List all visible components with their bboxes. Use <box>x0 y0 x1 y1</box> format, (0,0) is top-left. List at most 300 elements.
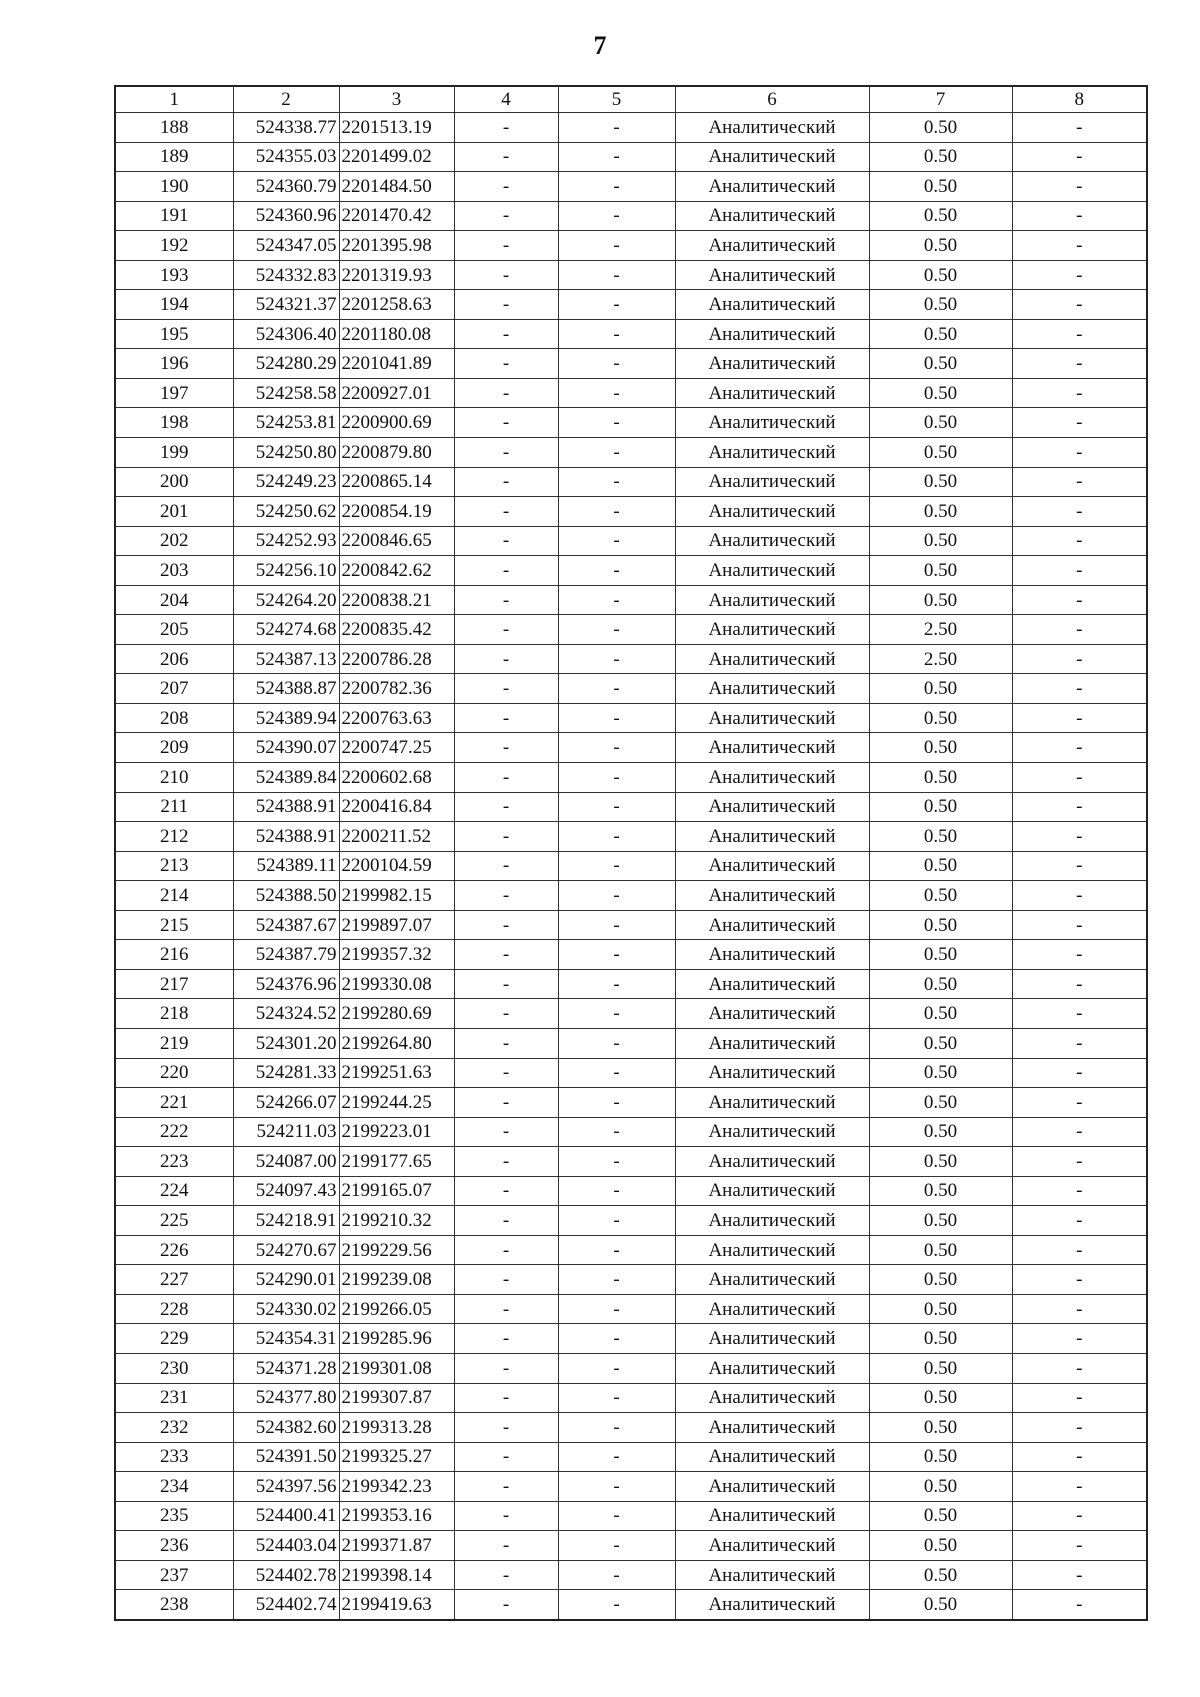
column-5-cell: - <box>558 142 675 172</box>
column-8-cell: - <box>1012 1590 1147 1620</box>
x-coordinate-cell: 524324.52 <box>233 999 339 1029</box>
column-8-cell: - <box>1012 1501 1147 1531</box>
method-cell: Аналитический <box>675 408 869 438</box>
accuracy-cell: 0.50 <box>869 556 1012 586</box>
table-row <box>115 1265 1147 1295</box>
x-coordinate-cell: 524402.74 <box>233 1590 339 1620</box>
point-number-cell: 235 <box>115 1501 233 1531</box>
x-coordinate-cell: 524264.20 <box>233 585 339 615</box>
y-coordinate-cell: 2200879.80 <box>339 438 454 468</box>
x-coordinate-cell: 524256.10 <box>233 556 339 586</box>
column-4-cell: - <box>454 644 558 674</box>
column-4-cell: - <box>454 319 558 349</box>
point-number-cell: 190 <box>115 172 233 202</box>
accuracy-cell: 0.50 <box>869 1294 1012 1324</box>
x-coordinate-cell: 524377.80 <box>233 1383 339 1413</box>
method-cell: Аналитический <box>675 1117 869 1147</box>
accuracy-cell: 0.50 <box>869 881 1012 911</box>
table-row <box>115 497 1147 527</box>
x-coordinate-cell: 524252.93 <box>233 526 339 556</box>
table-row <box>115 1472 1147 1502</box>
method-cell: Аналитический <box>675 940 869 970</box>
column-4-cell: - <box>454 969 558 999</box>
accuracy-cell: 0.50 <box>869 763 1012 793</box>
accuracy-cell: 0.50 <box>869 1383 1012 1413</box>
point-number-cell: 228 <box>115 1294 233 1324</box>
column-4-cell: - <box>454 1028 558 1058</box>
method-cell: Аналитический <box>675 1206 869 1236</box>
point-number-cell: 210 <box>115 763 233 793</box>
accuracy-cell: 0.50 <box>869 1235 1012 1265</box>
point-number-cell: 226 <box>115 1235 233 1265</box>
accuracy-cell: 0.50 <box>869 526 1012 556</box>
y-coordinate-cell: 2199264.80 <box>339 1028 454 1058</box>
method-cell: Аналитический <box>675 290 869 320</box>
column-8-cell: - <box>1012 1265 1147 1295</box>
column-5-cell: - <box>558 733 675 763</box>
column-header: 4 <box>454 86 558 113</box>
table-row <box>115 231 1147 261</box>
column-8-cell: - <box>1012 585 1147 615</box>
column-5-cell: - <box>558 792 675 822</box>
point-number-cell: 221 <box>115 1088 233 1118</box>
table-row <box>115 792 1147 822</box>
column-8-cell: - <box>1012 940 1147 970</box>
point-number-cell: 218 <box>115 999 233 1029</box>
table-row <box>115 615 1147 645</box>
column-4-cell: - <box>454 999 558 1029</box>
table-row <box>115 1353 1147 1383</box>
column-8-cell: - <box>1012 822 1147 852</box>
x-coordinate-cell: 524250.80 <box>233 438 339 468</box>
accuracy-cell: 2.50 <box>869 615 1012 645</box>
accuracy-cell: 0.50 <box>869 201 1012 231</box>
column-header: 8 <box>1012 86 1147 113</box>
column-5-cell: - <box>558 438 675 468</box>
column-5-cell: - <box>558 881 675 911</box>
column-8-cell: - <box>1012 1206 1147 1236</box>
column-4-cell: - <box>454 408 558 438</box>
table-row <box>115 142 1147 172</box>
accuracy-cell: 0.50 <box>869 290 1012 320</box>
method-cell: Аналитический <box>675 1058 869 1088</box>
x-coordinate-cell: 524371.28 <box>233 1353 339 1383</box>
table-row <box>115 408 1147 438</box>
column-4-cell: - <box>454 231 558 261</box>
column-8-cell: - <box>1012 999 1147 1029</box>
x-coordinate-cell: 524332.83 <box>233 260 339 290</box>
method-cell: Аналитический <box>675 1265 869 1295</box>
column-4-cell: - <box>454 467 558 497</box>
point-number-cell: 198 <box>115 408 233 438</box>
page-number: 7 <box>593 31 607 60</box>
accuracy-cell: 0.50 <box>869 1560 1012 1590</box>
x-coordinate-cell: 524389.94 <box>233 703 339 733</box>
x-coordinate-cell: 524347.05 <box>233 231 339 261</box>
x-coordinate-cell: 524403.04 <box>233 1531 339 1561</box>
accuracy-cell: 0.50 <box>869 1590 1012 1620</box>
point-number-cell: 206 <box>115 644 233 674</box>
y-coordinate-cell: 2199285.96 <box>339 1324 454 1354</box>
point-number-cell: 222 <box>115 1117 233 1147</box>
y-coordinate-cell: 2199342.23 <box>339 1472 454 1502</box>
x-coordinate-cell: 524376.96 <box>233 969 339 999</box>
column-4-cell: - <box>454 1265 558 1295</box>
point-number-cell: 227 <box>115 1265 233 1295</box>
point-number-cell: 220 <box>115 1058 233 1088</box>
column-8-cell: - <box>1012 1531 1147 1561</box>
column-4-cell: - <box>454 763 558 793</box>
point-number-cell: 193 <box>115 260 233 290</box>
accuracy-cell: 0.50 <box>869 1206 1012 1236</box>
x-coordinate-cell: 524400.41 <box>233 1501 339 1531</box>
column-8-cell: - <box>1012 1235 1147 1265</box>
method-cell: Аналитический <box>675 1147 869 1177</box>
point-number-cell: 234 <box>115 1472 233 1502</box>
accuracy-cell: 0.50 <box>869 703 1012 733</box>
method-cell: Аналитический <box>675 1560 869 1590</box>
column-5-cell: - <box>558 113 675 143</box>
point-number-cell: 200 <box>115 467 233 497</box>
column-4-cell: - <box>454 497 558 527</box>
y-coordinate-cell: 2199223.01 <box>339 1117 454 1147</box>
column-5-cell: - <box>558 1176 675 1206</box>
column-4-cell: - <box>454 142 558 172</box>
method-cell: Аналитический <box>675 556 869 586</box>
accuracy-cell: 0.50 <box>869 822 1012 852</box>
y-coordinate-cell: 2199165.07 <box>339 1176 454 1206</box>
column-5-cell: - <box>558 231 675 261</box>
accuracy-cell: 0.50 <box>869 1028 1012 1058</box>
column-5-cell: - <box>558 763 675 793</box>
point-number-cell: 233 <box>115 1442 233 1472</box>
column-5-cell: - <box>558 260 675 290</box>
method-cell: Аналитический <box>675 615 869 645</box>
table-row <box>115 1501 1147 1531</box>
x-coordinate-cell: 524330.02 <box>233 1294 339 1324</box>
column-8-cell: - <box>1012 290 1147 320</box>
column-4-cell: - <box>454 1413 558 1443</box>
column-5-cell: - <box>558 940 675 970</box>
table-row <box>115 1117 1147 1147</box>
accuracy-cell: 0.50 <box>869 910 1012 940</box>
column-5-cell: - <box>558 349 675 379</box>
accuracy-cell: 0.50 <box>869 378 1012 408</box>
column-8-cell: - <box>1012 792 1147 822</box>
point-number-cell: 236 <box>115 1531 233 1561</box>
column-8-cell: - <box>1012 1028 1147 1058</box>
x-coordinate-cell: 524301.20 <box>233 1028 339 1058</box>
table-row <box>115 999 1147 1029</box>
method-cell: Аналитический <box>675 231 869 261</box>
table-row <box>115 526 1147 556</box>
column-4-cell: - <box>454 290 558 320</box>
accuracy-cell: 0.50 <box>869 1117 1012 1147</box>
method-cell: Аналитический <box>675 113 869 143</box>
column-4-cell: - <box>454 674 558 704</box>
column-4-cell: - <box>454 1058 558 1088</box>
table-row <box>115 1413 1147 1443</box>
column-5-cell: - <box>558 201 675 231</box>
column-4-cell: - <box>454 556 558 586</box>
point-number-cell: 224 <box>115 1176 233 1206</box>
y-coordinate-cell: 2201470.42 <box>339 201 454 231</box>
accuracy-cell: 0.50 <box>869 1176 1012 1206</box>
column-header: 1 <box>115 86 233 113</box>
table-row <box>115 113 1147 143</box>
table-row <box>115 969 1147 999</box>
point-number-cell: 215 <box>115 910 233 940</box>
accuracy-cell: 0.50 <box>869 349 1012 379</box>
accuracy-cell: 0.50 <box>869 1531 1012 1561</box>
column-8-cell: - <box>1012 1413 1147 1443</box>
y-coordinate-cell: 2199229.56 <box>339 1235 454 1265</box>
method-cell: Аналитический <box>675 881 869 911</box>
column-4-cell: - <box>454 1176 558 1206</box>
column-8-cell: - <box>1012 644 1147 674</box>
column-5-cell: - <box>558 467 675 497</box>
method-cell: Аналитический <box>675 1472 869 1502</box>
y-coordinate-cell: 2200211.52 <box>339 822 454 852</box>
column-5-cell: - <box>558 1383 675 1413</box>
point-number-cell: 238 <box>115 1590 233 1620</box>
column-8-cell: - <box>1012 615 1147 645</box>
column-5-cell: - <box>558 674 675 704</box>
x-coordinate-cell: 524390.07 <box>233 733 339 763</box>
column-4-cell: - <box>454 1353 558 1383</box>
point-number-cell: 230 <box>115 1353 233 1383</box>
accuracy-cell: 0.50 <box>869 792 1012 822</box>
y-coordinate-cell: 2199419.63 <box>339 1590 454 1620</box>
column-4-cell: - <box>454 822 558 852</box>
column-5-cell: - <box>558 1088 675 1118</box>
x-coordinate-cell: 524258.58 <box>233 378 339 408</box>
column-4-cell: - <box>454 1147 558 1177</box>
y-coordinate-cell: 2200835.42 <box>339 615 454 645</box>
method-cell: Аналитический <box>675 674 869 704</box>
column-8-cell: - <box>1012 378 1147 408</box>
point-number-cell: 213 <box>115 851 233 881</box>
column-8-cell: - <box>1012 733 1147 763</box>
y-coordinate-cell: 2201041.89 <box>339 349 454 379</box>
column-4-cell: - <box>454 851 558 881</box>
accuracy-cell: 0.50 <box>869 1088 1012 1118</box>
column-4-cell: - <box>454 615 558 645</box>
column-8-cell: - <box>1012 467 1147 497</box>
table-row <box>115 1235 1147 1265</box>
method-cell: Аналитический <box>675 319 869 349</box>
column-header: 7 <box>869 86 1012 113</box>
table-row <box>115 733 1147 763</box>
y-coordinate-cell: 2199357.32 <box>339 940 454 970</box>
column-5-cell: - <box>558 1590 675 1620</box>
x-coordinate-cell: 524391.50 <box>233 1442 339 1472</box>
x-coordinate-cell: 524389.84 <box>233 763 339 793</box>
table-row <box>115 172 1147 202</box>
x-coordinate-cell: 524388.91 <box>233 792 339 822</box>
accuracy-cell: 2.50 <box>869 644 1012 674</box>
column-8-cell: - <box>1012 231 1147 261</box>
x-coordinate-cell: 524388.50 <box>233 881 339 911</box>
accuracy-cell: 0.50 <box>869 260 1012 290</box>
table-row <box>115 1176 1147 1206</box>
column-4-cell: - <box>454 378 558 408</box>
method-cell: Аналитический <box>675 172 869 202</box>
point-number-cell: 232 <box>115 1413 233 1443</box>
column-5-cell: - <box>558 1147 675 1177</box>
y-coordinate-cell: 2200104.59 <box>339 851 454 881</box>
accuracy-cell: 0.50 <box>869 851 1012 881</box>
x-coordinate-cell: 524280.29 <box>233 349 339 379</box>
method-cell: Аналитический <box>675 1353 869 1383</box>
column-8-cell: - <box>1012 1088 1147 1118</box>
column-5-cell: - <box>558 644 675 674</box>
x-coordinate-cell: 524087.00 <box>233 1147 339 1177</box>
method-cell: Аналитический <box>675 526 869 556</box>
method-cell: Аналитический <box>675 349 869 379</box>
column-8-cell: - <box>1012 172 1147 202</box>
column-4-cell: - <box>454 1235 558 1265</box>
table-row <box>115 585 1147 615</box>
column-5-cell: - <box>558 969 675 999</box>
table-row <box>115 319 1147 349</box>
column-4-cell: - <box>454 881 558 911</box>
accuracy-cell: 0.50 <box>869 1353 1012 1383</box>
method-cell: Аналитический <box>675 201 869 231</box>
column-5-cell: - <box>558 378 675 408</box>
method-cell: Аналитический <box>675 1590 869 1620</box>
table-row <box>115 1324 1147 1354</box>
column-5-cell: - <box>558 290 675 320</box>
accuracy-cell: 0.50 <box>869 408 1012 438</box>
table-row <box>115 467 1147 497</box>
y-coordinate-cell: 2199330.08 <box>339 969 454 999</box>
x-coordinate-cell: 524397.56 <box>233 1472 339 1502</box>
x-coordinate-cell: 524249.23 <box>233 467 339 497</box>
column-5-cell: - <box>558 1117 675 1147</box>
x-coordinate-cell: 524338.77 <box>233 113 339 143</box>
accuracy-cell: 0.50 <box>869 674 1012 704</box>
column-4-cell: - <box>454 1294 558 1324</box>
x-coordinate-cell: 524253.81 <box>233 408 339 438</box>
y-coordinate-cell: 2200846.65 <box>339 526 454 556</box>
table-row <box>115 1058 1147 1088</box>
y-coordinate-cell: 2200842.62 <box>339 556 454 586</box>
method-cell: Аналитический <box>675 1324 869 1354</box>
point-number-cell: 195 <box>115 319 233 349</box>
column-8-cell: - <box>1012 674 1147 704</box>
accuracy-cell: 0.50 <box>869 467 1012 497</box>
column-8-cell: - <box>1012 969 1147 999</box>
y-coordinate-cell: 2199353.16 <box>339 1501 454 1531</box>
table-row <box>115 1383 1147 1413</box>
accuracy-cell: 0.50 <box>869 142 1012 172</box>
accuracy-cell: 0.50 <box>869 999 1012 1029</box>
column-4-cell: - <box>454 1206 558 1236</box>
column-4-cell: - <box>454 1590 558 1620</box>
y-coordinate-cell: 2199280.69 <box>339 999 454 1029</box>
method-cell: Аналитический <box>675 733 869 763</box>
column-4-cell: - <box>454 113 558 143</box>
method-cell: Аналитический <box>675 585 869 615</box>
point-number-cell: 204 <box>115 585 233 615</box>
column-4-cell: - <box>454 585 558 615</box>
y-coordinate-cell: 2199897.07 <box>339 910 454 940</box>
accuracy-cell: 0.50 <box>869 1324 1012 1354</box>
y-coordinate-cell: 2199398.14 <box>339 1560 454 1590</box>
accuracy-cell: 0.50 <box>869 1442 1012 1472</box>
point-number-cell: 229 <box>115 1324 233 1354</box>
column-5-cell: - <box>558 822 675 852</box>
column-4-cell: - <box>454 792 558 822</box>
y-coordinate-cell: 2201258.63 <box>339 290 454 320</box>
table-row <box>115 1088 1147 1118</box>
column-4-cell: - <box>454 1088 558 1118</box>
method-cell: Аналитический <box>675 497 869 527</box>
point-number-cell: 194 <box>115 290 233 320</box>
point-number-cell: 211 <box>115 792 233 822</box>
column-8-cell: - <box>1012 1117 1147 1147</box>
table-row <box>115 201 1147 231</box>
point-number-cell: 188 <box>115 113 233 143</box>
column-5-cell: - <box>558 1206 675 1236</box>
y-coordinate-cell: 2199210.32 <box>339 1206 454 1236</box>
accuracy-cell: 0.50 <box>869 172 1012 202</box>
point-number-cell: 223 <box>115 1147 233 1177</box>
column-4-cell: - <box>454 526 558 556</box>
column-8-cell: - <box>1012 910 1147 940</box>
column-header: 2 <box>233 86 339 113</box>
column-8-cell: - <box>1012 349 1147 379</box>
point-number-cell: 217 <box>115 969 233 999</box>
table-row <box>115 1590 1147 1620</box>
accuracy-cell: 0.50 <box>869 1413 1012 1443</box>
method-cell: Аналитический <box>675 1028 869 1058</box>
column-5-cell: - <box>558 526 675 556</box>
method-cell: Аналитический <box>675 822 869 852</box>
column-4-cell: - <box>454 1324 558 1354</box>
y-coordinate-cell: 2199177.65 <box>339 1147 454 1177</box>
method-cell: Аналитический <box>675 999 869 1029</box>
x-coordinate-cell: 524388.91 <box>233 822 339 852</box>
point-number-cell: 197 <box>115 378 233 408</box>
table-row <box>115 378 1147 408</box>
y-coordinate-cell: 2200786.28 <box>339 644 454 674</box>
column-8-cell: - <box>1012 113 1147 143</box>
accuracy-cell: 0.50 <box>869 438 1012 468</box>
point-number-cell: 199 <box>115 438 233 468</box>
column-5-cell: - <box>558 408 675 438</box>
column-5-cell: - <box>558 1324 675 1354</box>
column-8-cell: - <box>1012 763 1147 793</box>
y-coordinate-cell: 2201499.02 <box>339 142 454 172</box>
x-coordinate-cell: 524388.87 <box>233 674 339 704</box>
column-5-cell: - <box>558 585 675 615</box>
x-coordinate-cell: 524250.62 <box>233 497 339 527</box>
y-coordinate-cell: 2199251.63 <box>339 1058 454 1088</box>
y-coordinate-cell: 2201180.08 <box>339 319 454 349</box>
column-8-cell: - <box>1012 1294 1147 1324</box>
accuracy-cell: 0.50 <box>869 231 1012 261</box>
x-coordinate-cell: 524387.13 <box>233 644 339 674</box>
table-row <box>115 1531 1147 1561</box>
x-coordinate-cell: 524274.68 <box>233 615 339 645</box>
table-row <box>115 349 1147 379</box>
point-number-cell: 225 <box>115 1206 233 1236</box>
column-4-cell: - <box>454 1531 558 1561</box>
table-body <box>115 113 1147 1620</box>
table-row <box>115 674 1147 704</box>
